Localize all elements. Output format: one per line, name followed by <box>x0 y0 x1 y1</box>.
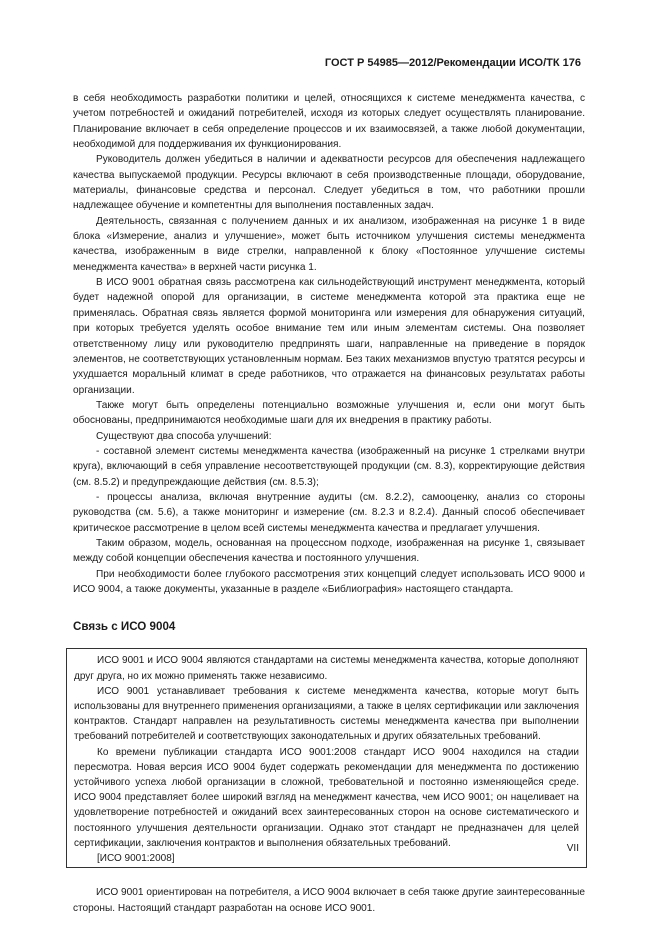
page-number: VII <box>566 843 579 854</box>
running-header: ГОСТ Р 54985—2012/Рекомендации ИСО/ТК 176 <box>324 57 581 69</box>
box-paragraph: Ко времени публикации стандарта ИСО 9001:2008 стандарт ИСО 9004 находился на стадии пересмотра. Новая версия ИСО 9004 будет содержать рекомендации для менеджмента по достижению устойчивого успеха любой организации в сложной, требовательной и постоянно изменяющейся среде. ИСО 9004 представляет более широкий взгляд на менеджмент качества, чем ИСО 9001; он нацеливает на удовлетворение потребностей и ожиданий всех заинтересованных сторон на основе систематического и постоянного улучшения деятельности организации. Однако этот стандарт не предназначен для целей сертификации, заключения контрактов и выполнения обязательных требований. <box>74 746 579 849</box>
quotation-box <box>66 648 587 868</box>
box-paragraph: ИСО 9001 и ИСО 9004 являются стандартами на системы менеджмента качества, которые дополняют друг друга, но их можно применять также независимо. <box>74 655 579 682</box>
paragraph: Также могут быть определены потенциально возможные улучшения и, если они могут быть обоснованы, предпринимаются необходимые шаги для их внедрения в практику работы. <box>73 399 585 427</box>
paragraph: Существуют два способа улучшений: <box>96 430 272 442</box>
list-item: - процессы анализа, включая внутренние аудиты (см. 8.2.2), самооценку, анализ со стороны руководства (см. 5.6), а также мониторинг и измерение (см. 8.2.3 и 8.2.4). Данный способ обеспечивает критическое рассмотрение в целом всей системы менеджмента качества и предлагает улучшения. <box>73 491 585 534</box>
paragraph: Деятельность, связанная с получением данных и их анализом, изображенная на рисунке 1 в виде блока «Измерение, анализ и улучшение», может быть источником улучшения системы менеджмента качества, изображенным в виде стрелки, направленной к блоку «Постоянное улучшение системы менеджмента качества» в верхней части рисунка 1. <box>73 215 585 273</box>
box-citation: [ИСО 9001:2008] <box>97 852 175 864</box>
paragraph: Таким образом, модель, основанная на процессном подходе, изображенная на рисунке 1, связывает между собой концепции обеспечения качества и постоянного улучшения. <box>73 537 585 565</box>
paragraph: в себя необходимость разработки политики и целей, относящихся к системе менеджмента качества, с учетом потребностей и ожиданий потребителей, исходя из которых следует осуществлять планирование. Планирование включает в себя определение процессов и их взаимосвязей, а также любой документации, необходимой для поддерживания их функционирования. <box>73 93 585 151</box>
page-body <box>73 91 585 916</box>
paragraph: В ИСО 9001 обратная связь рассмотрена как сильнодействующий инструмент менеджмента, который будет надежной опорой для организации, в системе менеджмента которой эта практика еще не применялась. Обратная связь является формой мониторинга или измерения для обнаружения ситуаций, при которых требуется уделять особое внимание тем или иным элементам системы. Она позволяет ответственному лицу или руководителю предпринять шаги, направленные на приведение в порядок элементов, не соответствующих установленным нормам. Без таких механизмов впустую тратятся ресурсы и ухудшается моральный климат в среде работников, что отражается на финансовых результатах работы организации. <box>73 277 585 396</box>
section-heading: Связь с ИСО 9004 <box>73 620 176 634</box>
paragraph: При необходимости более глубокого рассмотрения этих концепций следует использовать ИСО 9000 и ИСО 9004, а также документы, указанные в разделе «Библиография» настоящего стандарта. <box>73 568 585 595</box>
box-paragraph: ИСО 9001 устанавливает требования к системе менеджмента качества, которые могут быть использованы для внутреннего применения организациями, а также в целях сертификации или заключения контрактов. Стандарт направлен на результативность системы менеджмента качества при выполнении требований потребителей и соответствующих законодательных и других обязательных требований. <box>74 685 579 743</box>
paragraph: ИСО 9001 ориентирован на потребителя, а ИСО 9004 включает в себя также другие заинтересованные стороны. Настоящий стандарт разработан на основе ИСО 9001. <box>73 887 585 914</box>
list-item: - составной элемент системы менеджмента качества (изображенный на рисунке 1 стрелками внутри круга), включающий в себя управление несоответствующей продукции (см. 8.3), корректирующие действия (см. 8.5.2) и предупреждающие действия (см. 8.5.3); <box>73 445 585 488</box>
paragraph: Руководитель должен убедиться в наличии и адекватности ресурсов для обеспечения надлежащего качества выпускаемой продукции. Ресурсы включают в себя производственные площади, оборудование, материалы, финансовые средства и персонал. Следует убедиться в том, что работники прошли надлежащее обучение и компетентны для выполнения поставленных задач. <box>73 154 585 212</box>
